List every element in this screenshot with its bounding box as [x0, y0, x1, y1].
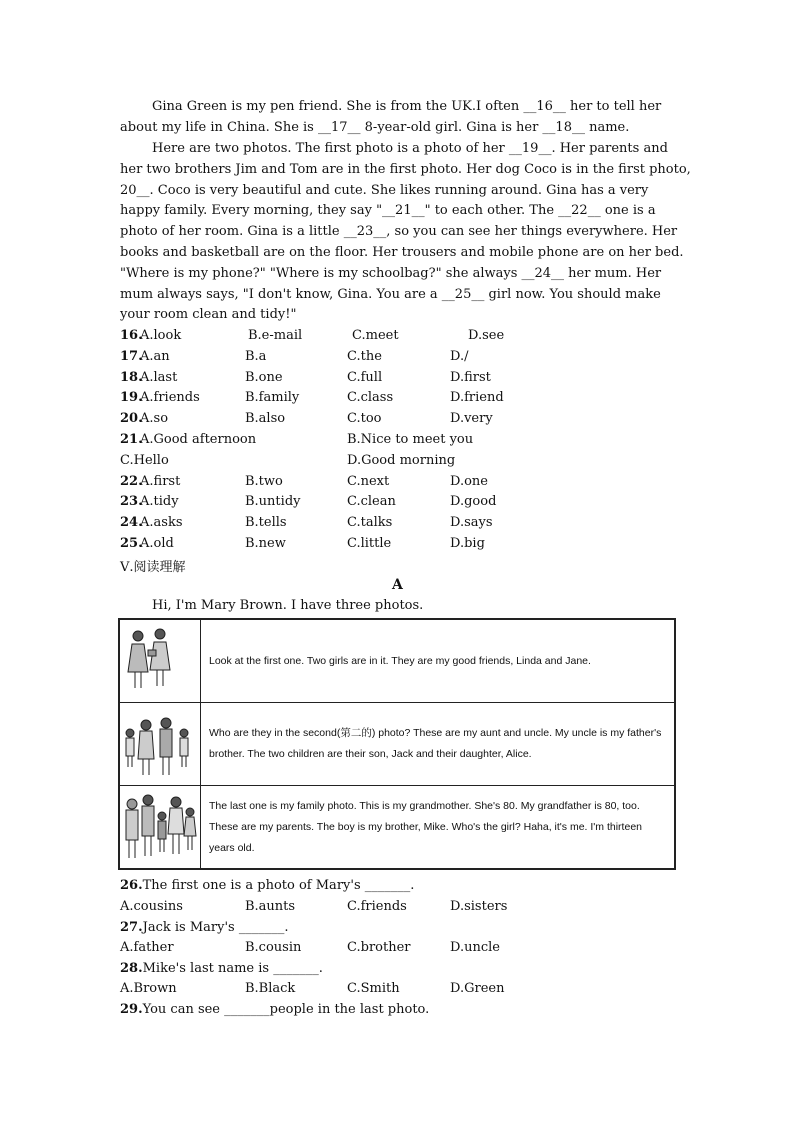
- option: C.the: [347, 349, 382, 364]
- option: D.friend: [450, 390, 504, 405]
- option: A.old: [140, 536, 174, 551]
- option: C.Smith: [347, 981, 400, 996]
- option: C.meet: [352, 328, 399, 343]
- question-row: [120, 961, 323, 977]
- option: D.first: [450, 370, 491, 385]
- option: B.tells: [245, 515, 287, 530]
- option: B.a: [245, 349, 267, 364]
- option: D.says: [450, 515, 493, 530]
- photo-row: [119, 619, 675, 703]
- option: B.two: [245, 474, 283, 489]
- question-number: 17.: [120, 349, 143, 364]
- option: D.Good morning: [347, 453, 456, 468]
- photo-description: Who are they in the second(第二的) photo? These are my aunt and uncle. My uncle is my father's brother. The two children are their son, Jack and their daughter, Alice.: [201, 703, 676, 786]
- question-number: 24.: [120, 515, 143, 530]
- passage-line: happy family. Every morning, they say "__21__" to each other. The __22__ one is a: [120, 203, 656, 218]
- aunt-uncle-family-illustration-icon: [120, 703, 200, 785]
- question-number: 26.: [120, 878, 143, 893]
- option: B.aunts: [245, 899, 296, 914]
- question-stem: Mike's last name is _______.: [142, 961, 323, 976]
- option: C.too: [347, 411, 382, 426]
- option: D.sisters: [450, 899, 508, 914]
- option: A.father: [120, 940, 174, 955]
- photo-table: [118, 618, 676, 870]
- option: C.clean: [347, 494, 396, 509]
- option: B.cousin: [245, 940, 302, 955]
- option: B.untidy: [245, 494, 301, 509]
- option: D.Green: [450, 981, 505, 996]
- option: B.new: [245, 536, 286, 551]
- passage-line: Gina Green is my pen friend. She is from the UK.I often __16__ her to tell her: [152, 99, 662, 114]
- passage-line: her two brothers Jim and Tom are in the first photo. Her dog Coco is in the first photo,: [120, 162, 691, 177]
- passage-line: photo of her room. Gina is a little __23__, so you can see her things everywhere. Her: [120, 224, 678, 239]
- option: A.cousins: [120, 899, 183, 914]
- option: D.good: [450, 494, 497, 509]
- option: A.Brown: [120, 981, 177, 996]
- option: C.little: [347, 536, 392, 551]
- option: C.full: [347, 370, 383, 385]
- photo-description: Look at the first one. Two girls are in it. They are my good friends, Linda and Jane.: [201, 619, 676, 703]
- option: C.talks: [347, 515, 393, 530]
- option: B.family: [245, 390, 300, 405]
- question-number: 18.: [120, 370, 143, 385]
- photo-cell: [119, 619, 201, 703]
- passage-line: 20__. Coco is very beautiful and cute. She likes running around. Gina has a very: [120, 183, 649, 198]
- passage-line: about my life in China. She is __17__ 8-year-old girl. Gina is her __18__ name.: [120, 120, 630, 135]
- question-number: 25.: [120, 536, 143, 551]
- option: A.last: [140, 370, 178, 385]
- question-stem: The first one is a photo of Mary's _______.: [142, 878, 415, 893]
- option: D.see: [468, 328, 505, 343]
- question-row: [120, 878, 414, 894]
- option: A.first: [140, 474, 181, 489]
- option: D.uncle: [450, 940, 500, 955]
- passage-line: your room clean and tidy!": [120, 307, 297, 322]
- option: D.very: [450, 411, 493, 426]
- photo-cell: [119, 703, 201, 786]
- passage-intro: Hi, I'm Mary Brown. I have three photos.: [152, 598, 424, 613]
- option: B.also: [245, 411, 286, 426]
- option: A.look: [140, 328, 182, 343]
- option: A.an: [140, 349, 170, 364]
- photo-row: [119, 786, 675, 870]
- question-row: [120, 920, 288, 936]
- question-number: 27.: [120, 920, 143, 935]
- option: D./: [450, 349, 469, 364]
- question-number: 21.: [120, 432, 143, 447]
- question-number: 19.: [120, 390, 143, 405]
- question-row: [120, 1002, 429, 1018]
- option: D.big: [450, 536, 485, 551]
- question-stem: You can see _______people in the last photo.: [142, 1002, 430, 1017]
- question-number: 16.: [120, 328, 143, 343]
- question-stem: Jack is Mary's _______.: [142, 920, 289, 935]
- question-number: 22.: [120, 474, 143, 489]
- section-heading: Ⅴ.阅读理解: [120, 560, 186, 575]
- question-number: 28.: [120, 961, 143, 976]
- passage-line: mum always says, "I don't know, Gina. You are a __25__ girl now. You should make: [120, 287, 661, 302]
- option: A.Good afternoon: [140, 432, 257, 447]
- option: B.one: [245, 370, 283, 385]
- question-number: 20.: [120, 411, 143, 426]
- photo-description: The last one is my family photo. This is my grandmother. She's 80. My grandfather is 80, too. These are my parents. The boy is my brother, Mike. Who's the girl? Haha, it's me. I'm thirteen years old.: [201, 786, 676, 870]
- option: B.e-mail: [248, 328, 303, 343]
- photo-row: [119, 703, 675, 786]
- option: C.next: [347, 474, 390, 489]
- question-number: 29.: [120, 1002, 143, 1017]
- option: C.friends: [347, 899, 407, 914]
- option: B.Nice to meet you: [347, 432, 474, 447]
- passage-line: books and basketball are on the floor. Her trousers and mobile phone are on her bed.: [120, 245, 684, 260]
- option: A.asks: [140, 515, 183, 530]
- option: A.friends: [140, 390, 200, 405]
- option: A.tidy: [140, 494, 179, 509]
- option: C.Hello: [120, 453, 169, 468]
- option: C.class: [347, 390, 394, 405]
- photo-cell: [119, 786, 201, 870]
- passage-line: Here are two photos. The first photo is a photo of her __19__. Her parents and: [152, 141, 668, 156]
- option: C.brother: [347, 940, 411, 955]
- question-number: 23.: [120, 494, 143, 509]
- option: B.Black: [245, 981, 296, 996]
- passage-line: "Where is my phone?" "Where is my schoolbag?" she always __24__ her mum. Her: [120, 266, 662, 281]
- two-girls-illustration-icon: [120, 620, 200, 702]
- option: D.one: [450, 474, 488, 489]
- option: A.so: [140, 411, 169, 426]
- family-photo-illustration-icon: [120, 786, 200, 868]
- passage-title: A: [392, 577, 403, 593]
